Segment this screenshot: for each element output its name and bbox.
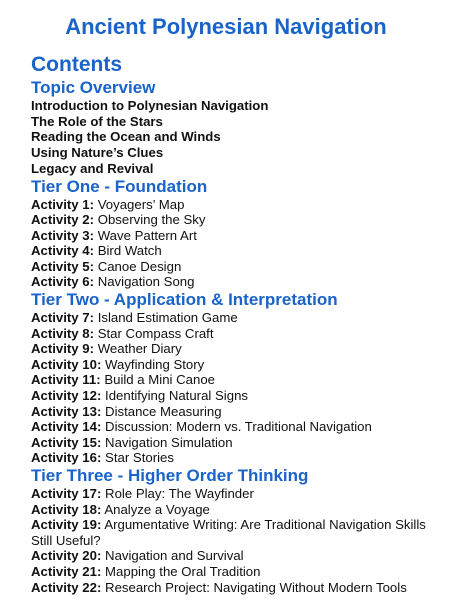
activity-title: Role Play: The Wayfinder [105, 486, 254, 502]
activity-title: Mapping the Oral Tradition [105, 563, 261, 579]
section-heading: Tier One - Foundation [31, 176, 208, 196]
activity-label: Activity 11: [31, 372, 101, 388]
activity-title: Navigation Simulation [105, 434, 233, 450]
activity-label: Activity 21: [31, 563, 102, 579]
activity-label: Activity 4: [31, 243, 95, 259]
activity-list [31, 486, 446, 595]
activity-item [31, 548, 446, 564]
activity-item [31, 502, 446, 518]
activity-label: Activity 19: [31, 517, 102, 533]
activity-item [31, 517, 446, 548]
section-tier-three [31, 466, 446, 595]
overview-item: Using Nature’s Clues [31, 145, 164, 161]
activity-title: Star Compass Craft [97, 325, 214, 341]
activity-title: Voyagers’ Map [97, 196, 185, 212]
activity-title: Wayfinding Story [105, 356, 205, 372]
section-heading: Topic Overview [31, 78, 156, 97]
overview-list [31, 98, 446, 177]
overview-item: The Role of the Stars [31, 113, 163, 129]
activity-list [31, 310, 446, 466]
activity-item [31, 357, 446, 373]
activity-title: Distance Measuring [105, 403, 222, 419]
activity-item [31, 326, 446, 342]
activity-title: Navigation Song [97, 274, 195, 290]
activity-title: Identifying Natural Signs [105, 388, 248, 404]
activity-title: Research Project: Navigating Without Modern Tools [105, 579, 407, 595]
activity-item [31, 486, 446, 502]
activity-item [31, 212, 446, 228]
activity-label: Activity 2: [31, 212, 95, 228]
overview-item: Legacy and Revival [31, 160, 154, 176]
section-tier-two [31, 290, 446, 466]
activity-item [31, 450, 446, 466]
activity-label: Activity 3: [31, 227, 95, 243]
activity-label: Activity 10: [31, 356, 102, 372]
activity-label: Activity 9: [31, 341, 95, 357]
activity-label: Activity 1: [31, 196, 95, 212]
activity-item [31, 372, 446, 388]
section-heading: Tier Three - Higher Order Thinking [31, 466, 309, 486]
activity-title: Island Estimation Game [97, 310, 238, 326]
activity-item [31, 580, 446, 596]
activity-title: Argumentative Writing: Are Traditional Navigation Skills Still Useful? [31, 517, 426, 548]
activity-label: Activity 8: [31, 325, 95, 341]
activity-title: Navigation and Survival [105, 548, 244, 564]
section-topic-overview [31, 78, 446, 177]
activity-list [31, 197, 446, 291]
activity-title: Star Stories [105, 450, 174, 466]
activity-title: Canoe Design [97, 258, 182, 274]
activity-item [31, 388, 446, 404]
activity-label: Activity 12: [31, 388, 102, 404]
activity-item [31, 404, 446, 420]
activity-label: Activity 15: [31, 434, 102, 450]
activity-title: Discussion: Modern vs. Traditional Navigation [105, 419, 372, 435]
section-tier-one [31, 177, 446, 291]
activity-item [31, 564, 446, 580]
activity-item [31, 259, 446, 275]
activity-item [31, 243, 446, 259]
activity-title: Analyze a Voyage [104, 501, 210, 517]
activity-item [31, 197, 446, 213]
activity-title: Build a Mini Canoe [104, 372, 216, 388]
overview-item: Introduction to Polynesian Navigation [31, 98, 269, 113]
activity-item [31, 435, 446, 451]
activity-label: Activity 22: [31, 579, 102, 595]
activity-label: Activity 18: [31, 501, 102, 517]
activity-label: Activity 14: [31, 419, 102, 435]
activity-item [31, 274, 446, 290]
activity-title: Bird Watch [97, 243, 162, 259]
activity-label: Activity 17: [31, 486, 102, 502]
activity-item [31, 228, 446, 244]
activity-item [31, 419, 446, 435]
activity-label: Activity 16: [31, 450, 102, 466]
activity-title: Weather Diary [97, 341, 182, 357]
section-heading: Tier Two - Application & Interpretation [31, 290, 338, 310]
contents-heading: Contents [31, 53, 122, 76]
activity-item [31, 310, 446, 326]
activity-label: Activity 13: [31, 403, 102, 419]
activity-title: Wave Pattern Art [97, 227, 197, 243]
activity-label: Activity 6: [31, 274, 95, 290]
activity-label: Activity 20: [31, 548, 102, 564]
activity-label: Activity 5: [31, 258, 95, 274]
document-title: Ancient Polynesian Navigation [65, 14, 387, 39]
overview-item: Reading the Ocean and Winds [31, 129, 221, 145]
activity-title: Observing the Sky [97, 212, 206, 228]
activity-label: Activity 7: [31, 310, 95, 326]
activity-item [31, 341, 446, 357]
